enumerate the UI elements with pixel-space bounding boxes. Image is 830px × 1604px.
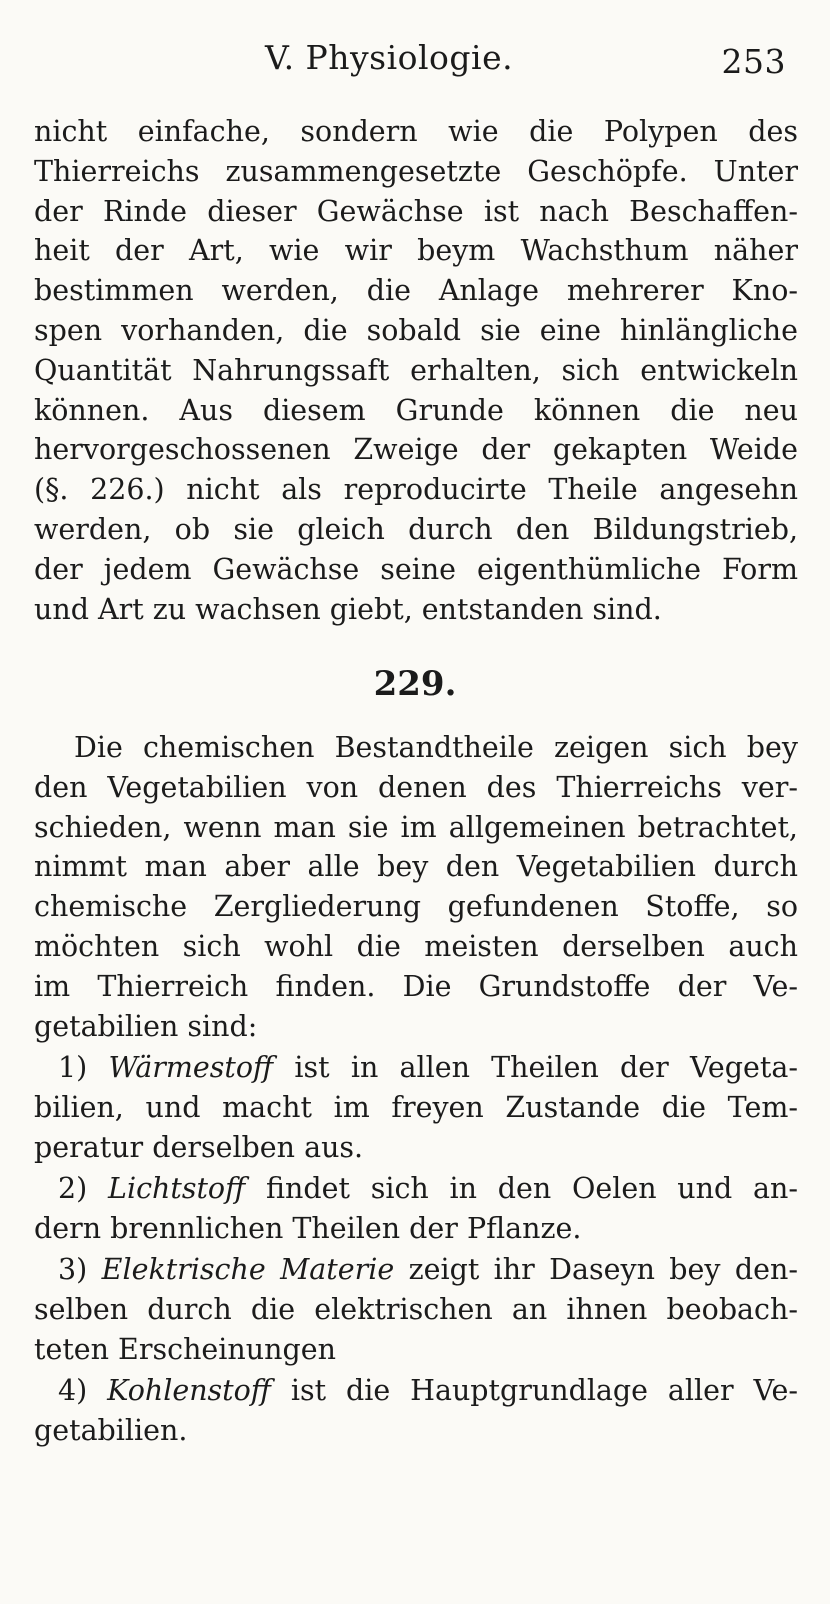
text-line <box>34 1371 798 1411</box>
elements-list <box>34 1048 798 1452</box>
text-line: nicht einfache, sondern wie die Polypen des <box>34 115 798 148</box>
list-item <box>34 1250 798 1370</box>
text-line: selben durch die elektrischen an ihnen beobach- <box>34 1293 798 1326</box>
text-line <box>34 1250 798 1290</box>
item-text: zeigt ihr Daseyn bey den- <box>394 1253 799 1286</box>
text-line: können. Aus diesem Grunde können die neu <box>34 393 798 427</box>
item-number: 4) <box>58 1374 88 1407</box>
running-header <box>0 38 830 88</box>
list-item <box>34 1048 798 1168</box>
item-term: Kohlenstoff <box>107 1374 271 1407</box>
text-line: bilien, und macht im freyen Zustande die Tem- <box>34 1091 798 1124</box>
text-line <box>34 1048 798 1088</box>
text-line: hervorgeschossenen Zweige der gekapten Weide <box>34 433 798 467</box>
item-term: Lichtstoff <box>108 1172 246 1205</box>
section-paragraph <box>34 728 798 1046</box>
text-line: nimmt man aber alle bey den Vegetabilien durch <box>34 850 798 884</box>
text-line: heit der Art, wie wir beym Wachsthum näher <box>34 234 798 268</box>
section-number: 229. <box>373 664 457 704</box>
text-line: und Art zu wachsen giebt, entstanden sind. <box>34 592 662 626</box>
text-line: dern brennlichen Theilen der Pflanze. <box>34 1212 582 1245</box>
text-line: spen vorhanden, die sobald sie eine hinlängliche <box>34 313 798 347</box>
text-line <box>34 1169 798 1209</box>
item-number: 2) <box>58 1172 88 1205</box>
list-item <box>34 1371 798 1451</box>
text-line: getabilien. <box>34 1414 188 1447</box>
list-item <box>34 1169 798 1249</box>
text-line: möchten sich wohl die meisten derselben auch <box>34 929 798 963</box>
text-line: im Thierreich finden. Die Grundstoffe der Ve- <box>34 969 798 1003</box>
text-line: schieden, wenn man sie im allgemeinen betrachtet, <box>34 810 798 844</box>
running-title: V. Physiologie. <box>265 38 514 77</box>
text-line: Die chemischen Bestandtheile zeigen sich bey <box>74 731 798 764</box>
item-text: ist die Hauptgrundlage aller Ve- <box>270 1374 799 1407</box>
item-text: ist in allen Theilen der Vegeta- <box>273 1051 798 1084</box>
item-number: 3) <box>58 1253 88 1286</box>
page-number: 253 <box>721 42 786 81</box>
text-line: peratur derselben aus. <box>34 1131 364 1164</box>
text-line: getabilien sind: <box>34 1009 258 1043</box>
item-text: findet sich in den Oelen und an- <box>245 1172 798 1205</box>
text-line: werden, ob sie gleich durch den Bildungstrieb, <box>34 512 798 546</box>
text-line: Thierreichs zusammengesetzte Geschöpfe. Unter <box>34 154 798 188</box>
text-line: bestimmen werden, die Anlage mehrerer Kno- <box>34 274 798 308</box>
text-line: teten Erscheinungen <box>34 1333 336 1366</box>
text-line: chemische Zergliederung gefundenen Stoffe, so <box>34 890 798 924</box>
text-line: (§. 226.) nicht als reproducirte Theile angesehn <box>34 473 798 507</box>
text-line: der jedem Gewächse seine eigenthümliche Form <box>34 552 798 586</box>
text-line: den Vegetabilien von denen des Thierreichs ver- <box>34 770 798 804</box>
text-line: der Rinde dieser Gewächse ist nach Beschaffen- <box>34 194 798 228</box>
text-line: Quantität Nahrungssaft erhalten, sich entwickeln <box>34 353 798 387</box>
item-term: Wärmestoff <box>108 1051 274 1084</box>
item-number: 1) <box>58 1051 88 1084</box>
item-term: Elektrische Materie <box>101 1253 395 1286</box>
paragraph-continuation <box>34 112 798 629</box>
